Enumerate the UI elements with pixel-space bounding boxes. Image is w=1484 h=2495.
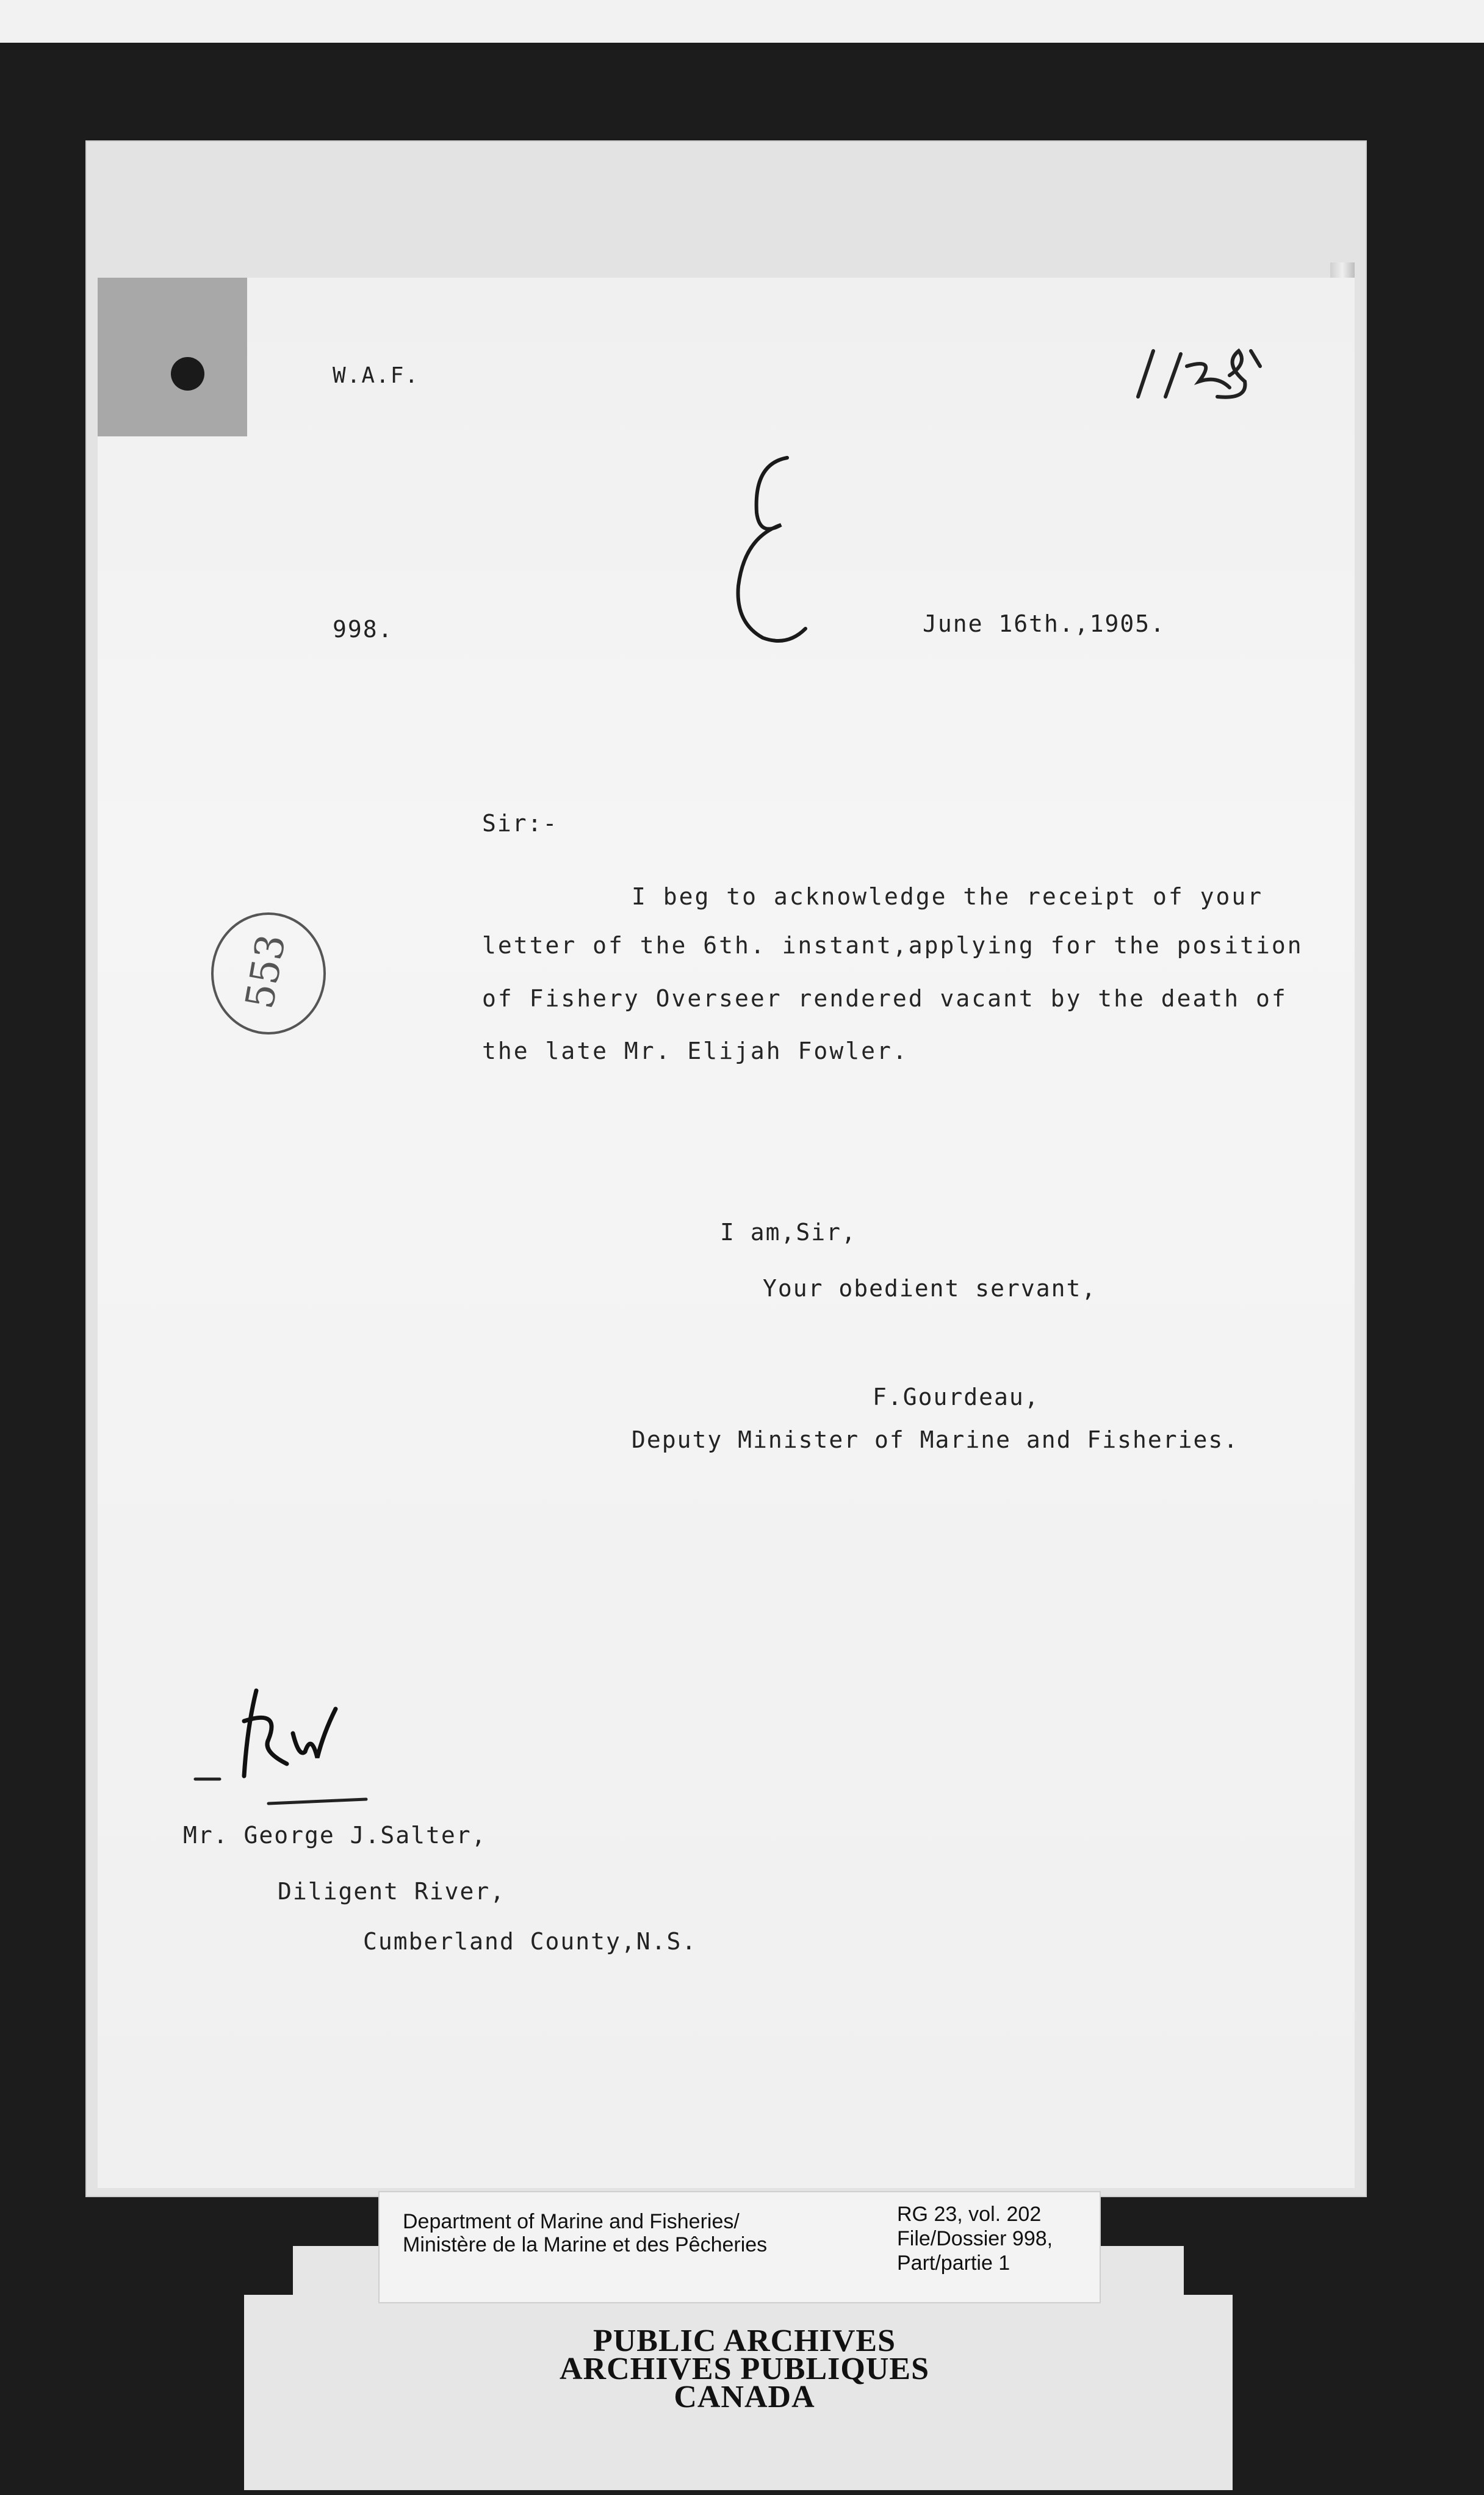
recipient-county: Cumberland County,N.S.	[363, 1928, 697, 1955]
letter-date: June 16th.,1905.	[923, 610, 1166, 637]
closing-line-1: I am,Sir,	[720, 1219, 857, 1246]
recipient-name: Mr. George J.Salter,	[183, 1822, 487, 1849]
body-line-2: letter of the 6th. instant,applying for the position	[482, 932, 1303, 959]
handwritten-e-mark	[708, 446, 830, 655]
typist-initials: W.A.F.	[333, 363, 420, 388]
body-line-4: the late Mr. Elijah Fowler.	[482, 1038, 909, 1064]
archive-stamp-line-1: PUBLIC ARCHIVES	[593, 2323, 896, 2358]
label-department-en: Department of Marine and Fisheries/	[403, 2210, 740, 2233]
body-line-1: I beg to acknowledge the receipt of your	[632, 883, 1264, 910]
corner-tab	[98, 278, 247, 436]
punch-hole	[171, 357, 204, 391]
label-reference-1: RG 23, vol. 202	[897, 2203, 1042, 2226]
stand-notch-left	[244, 2246, 293, 2295]
label-reference-3: Part/partie 1	[897, 2251, 1010, 2275]
closing-line-2: Your obedient servant,	[763, 1275, 1097, 1302]
stand-notch-right	[1184, 2246, 1233, 2295]
file-number: 998.	[333, 616, 394, 643]
handwritten-initials	[183, 1684, 378, 1815]
top-border	[0, 0, 1484, 43]
handwritten-page-number	[1126, 339, 1272, 408]
recipient-locality: Diligent River,	[278, 1878, 506, 1905]
label-department-fr: Ministère de la Marine et des Pêcheries	[403, 2233, 768, 2256]
archive-stamp-line-2: ARCHIVES PUBLIQUES	[559, 2352, 930, 2386]
signatory-title: Deputy Minister of Marine and Fisheries.	[632, 1426, 1239, 1453]
body-line-3: of Fishery Overseer rendered vacant by the death of	[482, 985, 1288, 1012]
signatory-name: F.Gourdeau,	[873, 1384, 1040, 1410]
label-reference-2: File/Dossier 998,	[897, 2227, 1053, 2250]
salutation: Sir:-	[482, 810, 558, 837]
archive-stamp-line-3: CANADA	[674, 2380, 815, 2414]
circled-note-text: 553	[237, 931, 295, 1013]
